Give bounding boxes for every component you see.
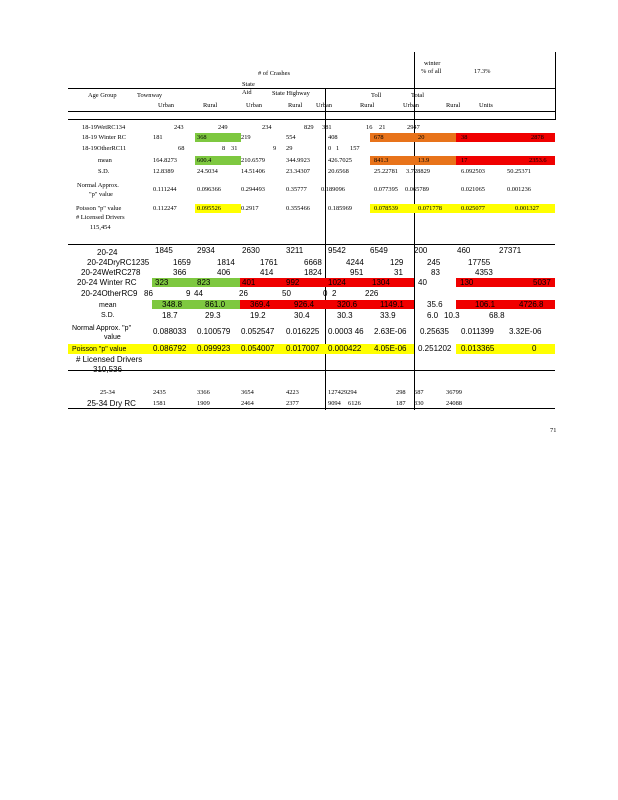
cell: 0.096366	[197, 186, 221, 193]
header-winter: winter	[424, 60, 441, 67]
cell: 0.054007	[241, 344, 275, 353]
rule	[68, 111, 555, 112]
row-label: S.D.	[98, 168, 110, 175]
cell: 0.355466	[286, 205, 310, 212]
rule	[68, 408, 555, 409]
header-rural: Rural	[360, 102, 375, 109]
rule	[68, 370, 555, 371]
cell: 1909	[197, 400, 210, 407]
cell: 406	[217, 268, 231, 277]
cell: 83	[431, 268, 440, 277]
cell: 9542	[328, 246, 346, 255]
cell: 25.22781	[374, 168, 398, 175]
cell: 368	[197, 134, 207, 141]
row-label: Normal Approx. "p"	[72, 325, 132, 332]
cell: 38	[461, 134, 468, 141]
cell: 3654	[241, 389, 254, 396]
header-toll: Toll	[371, 92, 382, 99]
row-label: S.D.	[101, 312, 115, 319]
cell: 951	[350, 268, 364, 277]
cell: 0.2917	[241, 205, 259, 212]
cell: 2435	[153, 389, 166, 396]
cell: 0	[323, 289, 328, 298]
cell: 0.000422	[328, 344, 362, 353]
row-label: 20-24OtherRC9	[81, 289, 138, 298]
header-rural: Rural	[446, 102, 461, 109]
row-label: 25-34 Dry RC	[87, 399, 136, 408]
cell: 164.8273	[153, 157, 177, 164]
header-crashes: # of Crashes	[258, 70, 290, 77]
cell: 0.017007	[286, 344, 320, 353]
rule	[555, 52, 556, 120]
cell: 426.7025	[328, 157, 352, 164]
row-label: Poisson "p" value	[76, 205, 122, 212]
cell: 0.185969	[328, 205, 352, 212]
cell: 0.065789	[405, 186, 429, 193]
row-label: 25-34	[100, 389, 115, 396]
cell: 3.728829	[406, 168, 430, 175]
cell: 106.1	[475, 300, 496, 309]
cell: 9	[273, 145, 277, 152]
header-townway: Townway	[137, 92, 163, 99]
cell: 330	[414, 400, 424, 407]
cell: 4.05E-06	[374, 344, 407, 353]
cell: 219	[241, 134, 251, 141]
cell: 861.0	[205, 300, 226, 309]
cell: 369.4	[250, 300, 271, 309]
cell: 926.4	[294, 300, 315, 309]
cell: 6.092503	[461, 168, 485, 175]
cell: 0.189096	[321, 186, 345, 193]
cell: 0.100579	[197, 327, 231, 336]
cell: 4223	[286, 389, 299, 396]
cell: 0.011399	[461, 327, 494, 336]
cell: 9094	[328, 400, 341, 407]
cell: 323	[155, 278, 169, 287]
header-urban: Urban	[246, 102, 262, 109]
cell: 0.013365	[461, 344, 495, 353]
cell: 0.25635	[420, 327, 449, 336]
cell: 0.088033	[153, 327, 187, 336]
licensed-label: # Licensed Drivers	[76, 214, 125, 221]
rule	[68, 119, 555, 120]
cell: 181	[153, 134, 163, 141]
cell: 3366	[197, 389, 210, 396]
header-urban: Urban	[403, 102, 419, 109]
header-urban: Urban	[158, 102, 174, 109]
cell: 344.9923	[286, 157, 310, 164]
cell: 6549	[370, 246, 388, 255]
row-label: 20-24 Winter RC	[77, 278, 137, 287]
cell: 2353.6	[529, 157, 547, 164]
header-aid: Aid	[242, 89, 252, 96]
cell: 18.7	[162, 311, 178, 320]
cell: 129	[390, 258, 404, 267]
cell: 1761	[260, 258, 278, 267]
cell: 4353	[475, 268, 493, 277]
cell: 298	[396, 389, 406, 396]
cell: 2.63E-06	[374, 327, 407, 336]
header-age-group: Age Group	[88, 92, 117, 99]
cell: 23.34307	[286, 168, 310, 175]
row-label: "p" value	[89, 191, 113, 198]
rule	[325, 88, 326, 410]
cell: 29.3	[205, 311, 221, 320]
cell: 3.32E-06	[509, 327, 542, 336]
cell: 68.8	[489, 311, 505, 320]
row-label: 18-19 Winter RC	[82, 134, 127, 141]
cell: 2464	[241, 400, 254, 407]
header-urban: Urban	[316, 102, 332, 109]
cell: 17755	[468, 258, 491, 267]
cell: 4726.8	[519, 300, 544, 309]
cell: 10.3	[444, 311, 460, 320]
cell: 0.251202	[418, 344, 452, 353]
cell: 27371	[499, 246, 522, 255]
cell: 8	[222, 145, 226, 152]
cell: 1824	[304, 268, 322, 277]
cell: 0.095526	[197, 205, 221, 212]
cell: 200	[414, 246, 428, 255]
cell: 24088	[446, 400, 462, 407]
cell: 2947	[407, 124, 420, 131]
page-number: 71	[550, 427, 557, 434]
cell: 4244	[346, 258, 364, 267]
cell: 5037	[533, 278, 551, 287]
cell: 31	[394, 268, 403, 277]
cell: 0.077395	[374, 186, 398, 193]
cell: 130	[460, 278, 474, 287]
row-label: 20-24WetRC278	[81, 268, 141, 277]
cell: 0	[532, 344, 537, 353]
header-total: Total	[411, 92, 425, 99]
cell: 50	[282, 289, 291, 298]
cell: 1659	[173, 258, 191, 267]
cell: 86	[144, 289, 153, 298]
cell: 2934	[197, 246, 215, 255]
cell: 36799	[446, 389, 462, 396]
cell: 20	[418, 134, 425, 141]
cell: 0.052547	[241, 327, 275, 336]
cell: 210.6579	[241, 157, 265, 164]
cell: 0	[328, 145, 332, 152]
cell: 226	[365, 289, 379, 298]
cell: 19.2	[250, 311, 266, 320]
cell: 381	[322, 124, 332, 131]
cell: 0.025077	[461, 205, 485, 212]
cell: 20.6568	[328, 168, 349, 175]
cell: 12.8389	[153, 168, 174, 175]
cell: 0.078539	[374, 205, 398, 212]
cell: 0.071778	[418, 205, 442, 212]
header-state-highway: State Highway	[272, 90, 310, 97]
cell: 408	[328, 134, 338, 141]
rule	[68, 244, 555, 245]
rule	[68, 88, 555, 89]
header-pct-all: % of all	[421, 68, 442, 75]
cell: 30.3	[337, 311, 353, 320]
cell: 2630	[242, 246, 260, 255]
header-units: Units	[479, 102, 493, 109]
cell: 1024	[328, 278, 346, 287]
cell: 9	[186, 289, 191, 298]
cell: 348.8	[162, 300, 183, 309]
cell: 0.099923	[197, 344, 231, 353]
licensed-value: 115,454	[90, 224, 111, 231]
cell: 600.4	[197, 157, 212, 164]
cell: 2878	[531, 134, 544, 141]
cell: 31	[231, 145, 238, 152]
licensed-label: # Licensed Drivers	[76, 355, 143, 364]
cell: 33.9	[380, 311, 396, 320]
row-label: 20-24DryRC1235	[87, 258, 150, 267]
cell: 17	[461, 157, 468, 164]
cell: 127429294	[328, 389, 357, 396]
cell: 26	[239, 289, 248, 298]
cell: 0.086792	[153, 344, 187, 353]
cell: 40	[418, 278, 427, 287]
cell: 6.0	[427, 311, 439, 320]
cell: 243	[174, 124, 184, 131]
cell: 1	[336, 145, 340, 152]
row-label: Normal Approx.	[77, 182, 119, 189]
cell: 30.4	[294, 311, 310, 320]
header-rural: Rural	[288, 102, 303, 109]
row-label: 18-19OtherRC11	[82, 145, 127, 152]
cell: 460	[457, 246, 471, 255]
cell: 0.35777	[286, 186, 307, 193]
cell: 0.0003 46	[328, 327, 364, 336]
cell: 0.294493	[241, 186, 265, 193]
cell: 6126	[348, 400, 361, 407]
cell: 187	[396, 400, 406, 407]
cell: 2	[332, 289, 337, 298]
cell: 50.25371	[507, 168, 531, 175]
cell: 678	[374, 134, 384, 141]
cell: 16	[366, 124, 373, 131]
cell: 157	[350, 145, 360, 152]
header-rural: Rural	[203, 102, 218, 109]
cell: 249	[218, 124, 228, 131]
row-label: 18-19WetRC134	[82, 124, 126, 131]
cell: 823	[197, 278, 211, 287]
row-label: mean	[99, 302, 117, 309]
cell: 554	[286, 134, 296, 141]
cell: 44	[194, 289, 203, 298]
cell: 13.9	[418, 157, 430, 164]
cell: 0.112247	[153, 205, 177, 212]
cell: 0.001327	[515, 205, 539, 212]
cell: 0.111244	[153, 186, 177, 193]
cell: 2377	[286, 400, 299, 407]
cell: 24.5034	[197, 168, 218, 175]
cell: 6668	[304, 258, 322, 267]
cell: 3211	[286, 246, 304, 255]
row-label: 20-24	[97, 248, 118, 257]
cell: 401	[242, 278, 256, 287]
cell: 0.021065	[461, 186, 485, 193]
cell: 0.001236	[507, 186, 531, 193]
cell: 68	[178, 145, 185, 152]
cell: 14.51406	[241, 168, 265, 175]
cell: 35.6	[427, 300, 443, 309]
cell: 21	[379, 124, 386, 131]
cell: 1814	[217, 258, 235, 267]
cell: 1845	[155, 246, 173, 255]
cell: 414	[260, 268, 274, 277]
cell: 1581	[153, 400, 166, 407]
row-label: Poisson "p" value	[72, 346, 127, 353]
cell: 234	[262, 124, 272, 131]
cell: 29	[286, 145, 293, 152]
cell: 366	[173, 268, 187, 277]
cell: 0.016225	[286, 327, 320, 336]
cell: 687	[414, 389, 424, 396]
cell: 829	[304, 124, 314, 131]
cell: 320.6	[337, 300, 358, 309]
cell: 1304	[372, 278, 390, 287]
row-label: value	[104, 334, 121, 341]
cell: 841.3	[374, 157, 389, 164]
cell: 1149.1	[380, 300, 404, 309]
header-state: State	[242, 81, 255, 88]
row-label: mean	[98, 157, 112, 164]
header-pct-value: 17.3%	[474, 68, 491, 75]
cell: 992	[286, 278, 300, 287]
cell: 245	[427, 258, 441, 267]
licensed-value: 310,536	[93, 365, 122, 374]
